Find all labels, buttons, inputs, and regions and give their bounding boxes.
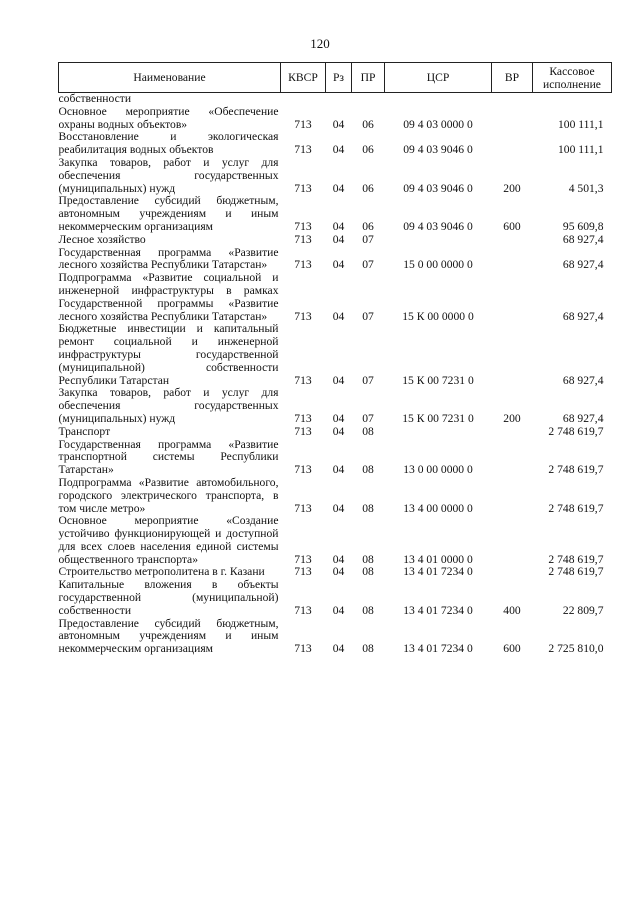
cell-name: Бюджетные инвестиции и капитальный ремонт социальной и инженерной инфраструктуры государственной (муниципальной) собственности Республики Татарстан <box>58 322 279 387</box>
cell-amount: 2 748 619,7 <box>548 552 604 566</box>
cell-csr <box>385 426 492 439</box>
cell-pr: 07 <box>362 309 374 323</box>
cell-pr: 07 <box>362 258 374 272</box>
table-row <box>59 93 612 106</box>
cell-csr: 15 0 00 0000 0 <box>403 258 473 272</box>
table-row <box>59 387 612 425</box>
cell-kvsr: 713 <box>294 411 312 425</box>
cell-rz: 04 <box>332 642 345 656</box>
cell-kvsr: 713 <box>294 501 312 515</box>
cell-name: Подпрограмма «Развитие социальной и инженерной инфраструктуры в рамках Государственной программы «Развитие лесного хозяйства Республики Татарстан» <box>58 271 279 323</box>
cell-kvsr: 713 <box>294 143 312 157</box>
cell-name: Закупка товаров, работ и услуг для обеспечения государственных (муниципальных) нужд <box>58 386 279 425</box>
cell-amount: 68 927,4 <box>562 258 604 272</box>
cell-amount: 68 927,4 <box>562 411 604 425</box>
cell-amount: 2 725 810,0 <box>548 642 604 656</box>
cell-csr: 15 К 00 7231 0 <box>402 411 474 425</box>
table-row <box>59 131 612 157</box>
table-row <box>59 323 612 387</box>
cell-vr <box>492 106 533 132</box>
cell-rz: 04 <box>332 501 345 515</box>
cell-csr: 13 4 00 0000 0 <box>403 501 473 515</box>
cell-name: Государственная программа «Развитие транспортной системы Республики Татарстан» <box>58 437 279 477</box>
cell-pr: 08 <box>362 565 374 579</box>
table-row <box>59 618 612 656</box>
header-csr: ЦСР <box>385 63 492 93</box>
cell-amount: 2 748 619,7 <box>548 424 604 438</box>
cell-name: Восстановление и экологическая реабилитация водных объектов <box>58 130 279 157</box>
cell-csr <box>385 93 492 106</box>
cell-name: Транспорт <box>58 424 111 438</box>
cell-kvsr: 713 <box>294 181 312 195</box>
cell-kvsr: 713 <box>294 642 312 656</box>
header-rz: Рз <box>326 63 352 93</box>
cell-rz: 04 <box>332 181 345 195</box>
cell-vr <box>492 515 533 566</box>
cell-rz: 04 <box>332 552 345 566</box>
cell-csr: 09 4 03 9046 0 <box>403 143 473 157</box>
cell-csr: 15 К 00 0000 0 <box>402 309 474 323</box>
cell-rz: 04 <box>332 411 345 425</box>
cell-vr <box>492 426 533 439</box>
cell-csr: 13 4 01 0000 0 <box>403 552 473 566</box>
cell-vr <box>492 439 533 477</box>
table-row <box>59 426 612 439</box>
cell-name: Предоставление субсидий бюджетным, автономным учреждениям и иным некоммерческим организациям <box>58 194 279 233</box>
cell-csr: 13 4 01 7234 0 <box>403 603 473 617</box>
cell-rz: 04 <box>332 219 345 233</box>
cell-rz: 04 <box>332 143 345 157</box>
cell-vr <box>492 272 533 323</box>
cell-amount <box>533 93 612 106</box>
cell-kvsr: 713 <box>294 463 312 477</box>
cell-kvsr: 713 <box>294 117 312 131</box>
cell-kvsr: 713 <box>294 424 312 438</box>
cell-vr <box>492 566 533 579</box>
cell-pr: 07 <box>362 373 374 387</box>
cell-amount: 100 111,1 <box>557 117 604 131</box>
cell-vr <box>492 247 533 273</box>
cell-rz: 04 <box>332 232 345 246</box>
header-name: Наименование <box>59 63 281 93</box>
cell-pr: 08 <box>362 603 374 617</box>
cell-pr: 08 <box>362 552 374 566</box>
cell-csr: 13 0 00 0000 0 <box>403 463 473 477</box>
cell-vr: 200 <box>503 411 521 425</box>
cell-amount: 22 809,7 <box>562 603 604 617</box>
cell-name: Предоставление субсидий бюджетным, автономным учреждениям и иным некоммерческим организациям <box>58 616 279 656</box>
cell-name: Подпрограмма «Развитие автомобильного, городского электрического транспорта, в том числе метро» <box>58 475 279 515</box>
cell-name: собственности <box>58 92 132 105</box>
cell-csr: 15 К 00 7231 0 <box>402 373 474 387</box>
table-body <box>59 93 612 657</box>
cell-pr: 06 <box>362 181 374 195</box>
cell-amount: 68 927,4 <box>562 309 604 323</box>
budget-table <box>58 62 612 656</box>
cell-vr <box>492 323 533 387</box>
cell-vr: 200 <box>503 181 521 195</box>
cell-pr: 07 <box>362 411 374 425</box>
cell-pr <box>352 93 385 106</box>
cell-pr: 08 <box>362 463 374 477</box>
cell-kvsr: 713 <box>294 373 312 387</box>
cell-csr: 09 4 03 9046 0 <box>403 219 473 233</box>
cell-amount: 2 748 619,7 <box>548 463 604 477</box>
cell-pr: 07 <box>362 232 374 246</box>
cell-kvsr: 713 <box>294 603 312 617</box>
cell-amount: 100 111,1 <box>557 143 604 157</box>
cell-vr: 600 <box>503 219 521 233</box>
cell-csr: 13 4 01 7234 0 <box>403 642 473 656</box>
cell-rz: 04 <box>332 603 345 617</box>
cell-name: Государственная программа «Развитие лесного хозяйства Республики Татарстан» <box>58 245 279 272</box>
cell-kvsr: 713 <box>294 258 312 272</box>
table-row <box>59 234 612 247</box>
table-row <box>59 247 612 273</box>
table-row <box>59 272 612 323</box>
cell-vr: 600 <box>503 642 521 656</box>
cell-rz: 04 <box>332 565 345 579</box>
cell-csr: 13 4 01 7234 0 <box>403 565 473 579</box>
cell-amount: 68 927,4 <box>562 232 604 246</box>
header-execution: Кассовое исполнение <box>533 63 612 93</box>
header-vr: ВР <box>492 63 533 93</box>
page-number: 120 <box>310 36 330 51</box>
header-kvsr: КВСР <box>281 63 326 93</box>
cell-vr <box>492 477 533 515</box>
cell-rz: 04 <box>332 463 345 477</box>
table-header-row <box>59 63 612 93</box>
table-row <box>59 515 612 566</box>
cell-kvsr: 713 <box>294 232 312 246</box>
cell-pr: 06 <box>362 117 374 131</box>
cell-pr: 08 <box>362 424 374 438</box>
cell-name: Лесное хозяйство <box>58 232 146 246</box>
cell-vr <box>492 131 533 157</box>
table-row <box>59 195 612 233</box>
cell-rz: 04 <box>332 373 345 387</box>
cell-rz <box>326 93 352 106</box>
cell-amount: 4 501,3 <box>568 181 604 195</box>
table-row <box>59 477 612 515</box>
cell-rz: 04 <box>332 424 345 438</box>
cell-amount: 95 609,8 <box>562 219 604 233</box>
cell-amount: 2 748 619,7 <box>548 501 604 515</box>
cell-name: Строительство метрополитена в г. Казани <box>58 565 265 579</box>
table-row <box>59 439 612 477</box>
cell-kvsr: 713 <box>294 219 312 233</box>
cell-pr: 08 <box>362 642 374 656</box>
header-pr: ПР <box>352 63 385 93</box>
cell-pr: 06 <box>362 219 374 233</box>
table-row <box>59 579 612 617</box>
cell-vr: 400 <box>503 603 521 617</box>
cell-name: Капитальные вложения в объекты государственной (муниципальной) собственности <box>58 578 279 617</box>
budget-table-container <box>58 62 611 656</box>
cell-kvsr <box>281 93 326 106</box>
cell-csr: 09 4 03 0000 0 <box>403 117 473 131</box>
cell-csr: 09 4 03 9046 0 <box>403 181 473 195</box>
cell-pr: 06 <box>362 143 374 157</box>
cell-amount: 2 748 619,7 <box>548 565 604 579</box>
cell-csr <box>385 234 492 247</box>
cell-name: Закупка товаров, работ и услуг для обеспечения государственных (муниципальных) нужд <box>58 155 279 195</box>
cell-pr: 08 <box>362 501 374 515</box>
cell-amount: 68 927,4 <box>562 373 604 387</box>
table-row <box>59 106 612 132</box>
cell-name: Основное мероприятие «Создание устойчиво функционирующей и доступной для всех слоев населения единой системы общественного транспорта» <box>58 514 279 566</box>
table-row <box>59 157 612 195</box>
cell-kvsr: 713 <box>294 552 312 566</box>
cell-kvsr: 713 <box>294 565 312 579</box>
cell-vr <box>492 234 533 247</box>
cell-name: Основное мероприятие «Обеспечение охраны водных объектов» <box>58 104 279 131</box>
cell-vr <box>492 93 533 106</box>
cell-rz: 04 <box>332 117 345 131</box>
cell-rz: 04 <box>332 309 345 323</box>
cell-kvsr: 713 <box>294 309 312 323</box>
cell-rz: 04 <box>332 258 345 272</box>
